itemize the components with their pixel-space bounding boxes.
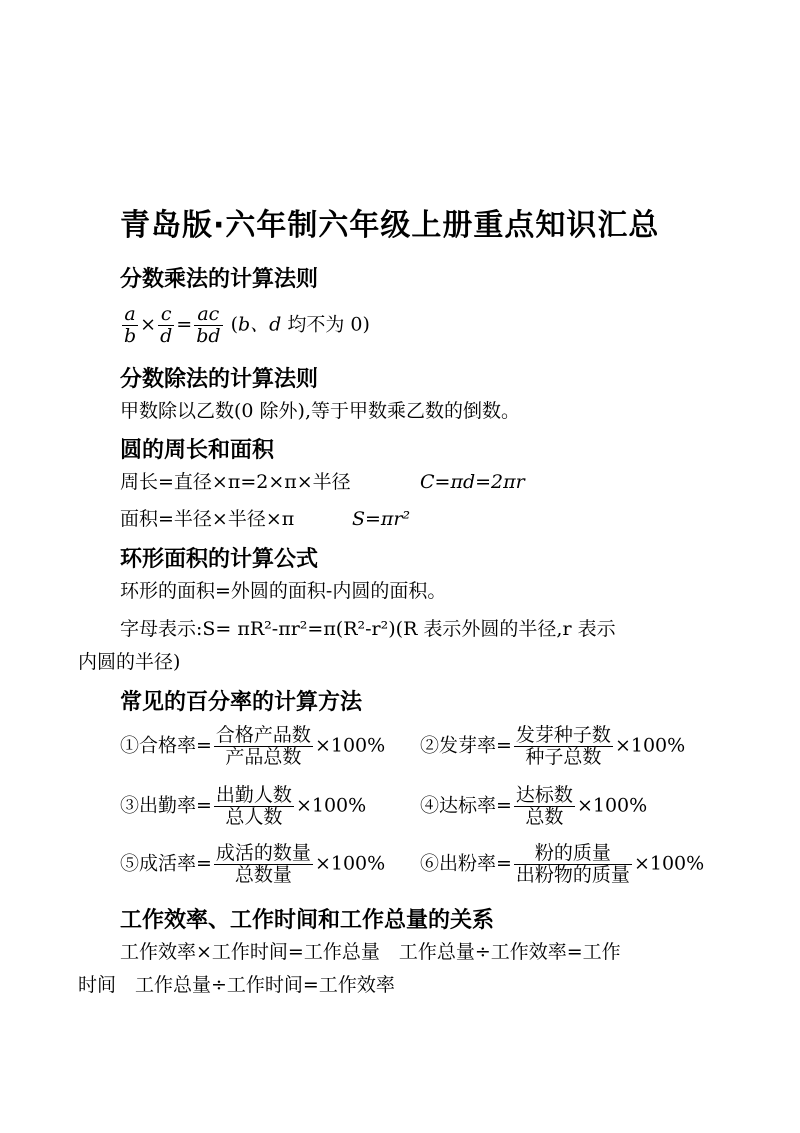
rate-label: ④达标率= (420, 794, 512, 817)
fraction-division-rule: 甲数除以乙数(0 除外),等于甲数乘乙数的倒数。 (120, 400, 520, 422)
ring-area-rule: 环形的面积=外圆的面积-内圆的面积。 (120, 580, 447, 602)
rate-denominator: 总数 (525, 805, 564, 828)
page-title: 青岛版·六年制六年级上册重点知识汇总 (120, 208, 660, 243)
heading-work-relations: 工作效率、工作时间和工作总量的关系 (120, 908, 495, 933)
rate-denominator: 种子总数 (525, 745, 602, 768)
rate-item (420, 785, 647, 828)
circle-perimeter-words: 周长=直径×π=2×π×半径 (120, 471, 351, 493)
fraction-c-over-d (158, 304, 174, 347)
heading-circle: 圆的周长和面积 (120, 438, 275, 463)
heading-fraction-division: 分数除法的计算法则 (120, 367, 319, 392)
rate-fraction (514, 725, 613, 768)
heading-percentage-rates: 常见的百分率的计算方法 (120, 690, 363, 715)
fraction-denominator: b (124, 324, 137, 347)
rate-fraction (214, 785, 294, 828)
ring-area-formula-line2: 内圆的半径) (78, 651, 181, 673)
fraction-a-over-b (122, 304, 138, 347)
fraction-multiplication-formula (120, 304, 370, 347)
rate-numerator: 合格产品数 (215, 724, 311, 746)
rate-label: ⑥出粉率= (420, 852, 512, 875)
rate-numerator: 粉的质量 (514, 843, 632, 865)
rate-label: ⑤成活率= (120, 852, 212, 875)
circle-area-words: 面积=半径×半径×π (120, 508, 295, 530)
rate-suffix: ×100% (614, 734, 686, 757)
rate-label: ②发芽率= (420, 734, 512, 757)
rate-fraction (214, 725, 313, 768)
rate-item (120, 725, 385, 768)
heading-ring-area: 环形面积的计算公式 (120, 547, 319, 572)
times-sign: × (140, 313, 157, 336)
fraction-denominator: bd (196, 324, 221, 347)
rate-item (120, 785, 366, 828)
rate-suffix: ×100% (295, 794, 367, 817)
rate-numerator: 出勤人数 (215, 784, 292, 806)
rate-suffix: ×100% (576, 794, 648, 817)
condition-note (231, 313, 370, 335)
rate-suffix: ×100% (314, 852, 386, 875)
condition-text: 均不为 0) (281, 313, 370, 336)
rate-numerator: 发芽种子数 (515, 724, 611, 746)
fraction-numerator: c (158, 304, 174, 326)
ring-area-formula-line1: 字母表示:S= πR²-πr²=π(R²-r²)(R 表示外圆的半径,r 表示 (120, 618, 616, 640)
work-relations-line1: 工作效率×工作时间=工作总量 工作总量÷工作效率=工作 (120, 941, 621, 963)
rate-suffix: ×100% (314, 734, 386, 757)
fraction-numerator: a (122, 304, 138, 326)
fraction-ac-over-bd (194, 304, 222, 347)
rate-label: ①合格率= (120, 734, 212, 757)
rate-label: ③出勤率= (120, 794, 212, 817)
rate-denominator: 总人数 (225, 805, 283, 828)
heading-fraction-multiplication: 分数乘法的计算法则 (120, 267, 319, 292)
work-relations-line2: 时间 工作总量÷工作时间=工作效率 (78, 974, 395, 996)
rate-denominator: 产品总数 (225, 745, 302, 768)
rate-item (420, 843, 704, 886)
rate-fraction (514, 843, 632, 886)
rate-denominator: 总数量 (234, 863, 292, 886)
rate-denominator: 出粉物的质量 (515, 863, 630, 886)
circle-perimeter-formula: C=πd=2πr (420, 471, 525, 493)
rate-item (120, 843, 385, 886)
paren-open: ( (230, 313, 238, 336)
condition-variables: b、d (237, 313, 282, 336)
circle-area-formula: S=πr² (352, 508, 411, 530)
rate-numerator: 成活的数量 (215, 842, 311, 864)
rate-suffix: ×100% (633, 852, 705, 875)
rate-numerator: 达标数 (515, 784, 573, 806)
rate-fraction (214, 843, 313, 886)
fraction-numerator: ac (194, 304, 222, 326)
equals-sign: = (176, 313, 193, 336)
rate-item (420, 725, 685, 768)
rate-fraction (514, 785, 575, 828)
fraction-denominator: d (160, 324, 173, 347)
